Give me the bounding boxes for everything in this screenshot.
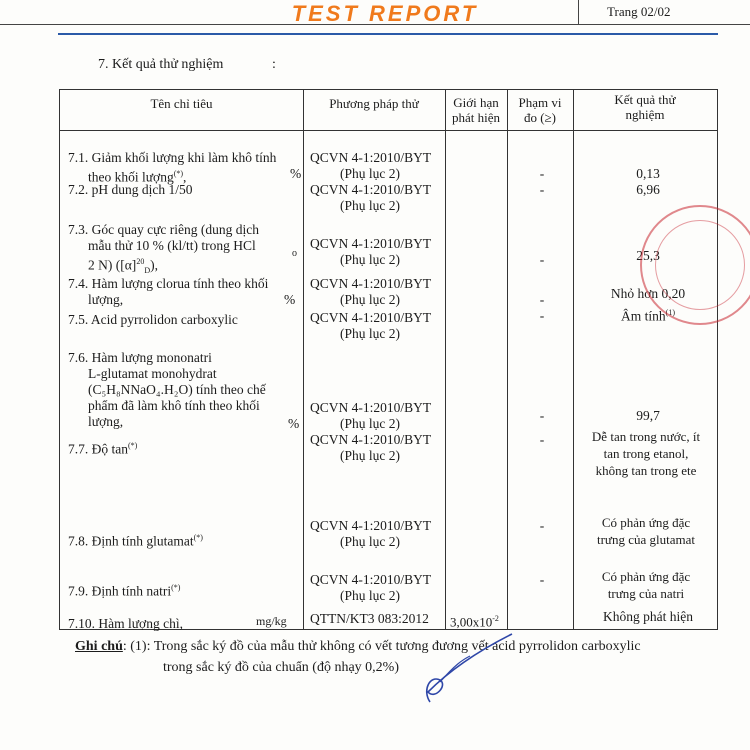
row-7-3-name: [68, 222, 298, 279]
col-header-name: Tên chỉ tiêu: [150, 96, 213, 111]
row-7-4-method-l2: (Phụ lục 2): [340, 292, 400, 307]
col-header-range: [507, 95, 573, 125]
row-7-1-method: [310, 150, 450, 182]
row-7-3-result: 25,3: [636, 248, 660, 263]
row-7-9-range: -: [539, 572, 545, 587]
row-7-2-method-l1: QCVN 4-1:2010/BYT: [310, 182, 432, 197]
row-7-5-name: 7.5. Acid pyrrolidon carboxylic: [68, 312, 238, 327]
row-7-8-method-l1: QCVN 4-1:2010/BYT: [310, 518, 432, 533]
footnote-label: Ghi chú: [75, 639, 123, 654]
row-7-4-method: [310, 276, 450, 308]
row-7-1-method-l2: (Phụ lục 2): [340, 166, 400, 181]
row-7-6-result: 99,7: [636, 408, 660, 423]
row-7-6-name-l2: L-glutamat monohydrat: [88, 366, 217, 381]
row-7-2-method: [310, 182, 450, 214]
row-7-8-note-mark: (*): [193, 533, 203, 542]
row-7-6-method-l2: (Phụ lục 2): [340, 416, 400, 431]
col-header-limit: [445, 95, 507, 125]
row-7-2-result: 6,96: [636, 182, 660, 197]
row-7-9-name-text: 7.9. Định tính natri: [68, 583, 172, 599]
row-7-2-range: -: [539, 182, 545, 197]
row-7-10-result: Không phát hiện: [603, 609, 693, 624]
row-7-8-method: [310, 518, 450, 550]
row-7-9-result: Có phản ứng đặc trưng của natri: [601, 569, 691, 601]
row-7-4-name-l1: 7.4. Hàm lượng clorua tính theo khối: [68, 276, 269, 291]
col-header-limit-l2: phát hiện: [451, 110, 500, 125]
row-7-7-method: [310, 432, 450, 464]
row-7-5-method-l1: QCVN 4-1:2010/BYT: [310, 310, 432, 325]
red-seal-inner-ring: [655, 220, 745, 310]
row-7-10-limit: [450, 611, 499, 630]
row-7-1-note-mark: (*): [173, 169, 184, 178]
row-7-1-name-l2-tail: ,: [183, 169, 187, 185]
row-7-2-name: 7.2. pH dung dịch 1/50: [68, 182, 193, 197]
report-title: TEST REPORT: [291, 1, 479, 26]
row-7-7-note-mark: (*): [128, 441, 138, 450]
row-7-10-method: QTTN/KT3 083:2012: [310, 611, 429, 626]
col-divider: [303, 90, 304, 629]
row-7-8-result: Có phản ứng đặc trưng của glutamat: [596, 515, 695, 547]
row-7-9-method: [310, 572, 450, 604]
row-7-1-method-l1: QCVN 4-1:2010/BYT: [310, 150, 432, 165]
signature-icon: [400, 630, 520, 710]
row-7-5-result-text: Âm tính: [621, 308, 666, 324]
row-7-6-method: [310, 400, 450, 432]
row-7-10-limit-base: 3,00x10: [450, 614, 493, 630]
row-7-8-name-text: 7.8. Định tính glutamat: [68, 533, 194, 549]
col-header-result: [573, 92, 717, 122]
row-7-1-result: 0,13: [636, 166, 660, 181]
row-7-8-range: -: [539, 518, 545, 533]
row-7-10-limit-exp: -2: [492, 614, 499, 623]
row-7-1-name: [68, 150, 298, 186]
row-7-5-range: -: [539, 308, 545, 323]
row-7-7-name: [68, 438, 298, 458]
row-7-4-name-l2: lượng,: [88, 292, 124, 307]
header-rule: [58, 33, 718, 35]
row-7-8-name: [68, 530, 298, 550]
row-7-3-sub: D: [144, 266, 151, 276]
footnote-line2: trong sắc ký đồ của chuẩn (độ nhạy 0,2%): [163, 660, 399, 675]
footnote-line1: : (1): Trong sắc ký đồ của mẫu thử không có vết tương đương vết acid pyrrolidon carboxylic: [122, 639, 641, 654]
col-header-result-l2: nghiệm: [625, 107, 665, 122]
col-divider: [507, 90, 508, 629]
row-7-3-name-l1: 7.3. Góc quay cực riêng (dung dịch: [68, 222, 260, 237]
row-7-3-method-l1: QCVN 4-1:2010/BYT: [310, 236, 432, 251]
row-7-3-unit: o: [292, 248, 297, 259]
section-title: 7. Kết quả thử nghiệm: [98, 57, 224, 72]
row-7-3-method: [310, 236, 450, 268]
row-7-9-method-l2: (Phụ lục 2): [340, 588, 400, 603]
row-7-4-method-l1: QCVN 4-1:2010/BYT: [310, 276, 432, 291]
results-table: [59, 89, 718, 630]
col-divider: [573, 90, 574, 629]
row-7-1-name-l2-text: theo khối lượng: [88, 169, 174, 185]
row-7-7-range: -: [539, 432, 545, 447]
row-7-6-unit: %: [288, 416, 300, 431]
footnote: [75, 638, 641, 656]
row-7-5-result-note: (1): [665, 308, 675, 317]
row-7-9-method-l1: QCVN 4-1:2010/BYT: [310, 572, 432, 587]
row-7-5-method: [310, 310, 450, 342]
row-7-6-name-l4: phẩm đã làm khô tính theo khối: [88, 398, 260, 413]
row-7-3-range: -: [539, 252, 545, 267]
row-7-6-method-l1: QCVN 4-1:2010/BYT: [310, 400, 432, 415]
row-7-3-name-l3-text: 2 N) ([α]: [88, 257, 137, 273]
row-7-8-method-l2: (Phụ lục 2): [340, 534, 400, 549]
col-header-method: Phương pháp thử: [329, 96, 419, 111]
row-7-6-name-l3: (C₅H₈NNaO₄.H₂O) tính theo chế: [88, 382, 266, 397]
row-7-1-range: -: [539, 166, 545, 181]
row-7-6-name-l5: lượng,: [88, 414, 124, 429]
row-7-9-note-mark: (*): [171, 583, 181, 592]
header-divider: [60, 130, 717, 131]
row-7-1-unit: %: [290, 166, 302, 181]
row-7-6-range: -: [539, 408, 545, 423]
row-7-2-method-l2: (Phụ lục 2): [340, 198, 400, 213]
row-7-1-name-l1: 7.1. Giảm khối lượng khi làm khô tính: [68, 150, 277, 165]
row-7-10-unit: mg/kg: [256, 614, 287, 628]
page-number: Trang 02/02: [578, 0, 718, 24]
row-7-3-method-l2: (Phụ lục 2): [340, 252, 400, 267]
col-header-result-l1: Kết quả thử: [614, 92, 676, 107]
row-7-3-name-l2: mẫu thử 10 % (kl/tt) trong HCl: [88, 238, 256, 253]
row-7-3-name-l3-tail: ),: [150, 257, 158, 273]
row-7-7-result: Dễ tan trong nước, ít tan trong etanol, không tan trong ete: [591, 429, 701, 478]
row-7-4-range: -: [539, 292, 545, 307]
section-colon: :: [272, 57, 276, 72]
col-header-limit-l1: Giới hạn: [453, 95, 499, 110]
col-header-range-l1: Phạm vi: [518, 95, 562, 110]
row-7-4-result: Nhỏ hơn 0,20: [610, 286, 686, 301]
row-7-3-sup: 20: [136, 257, 145, 266]
row-7-4-name: [68, 276, 298, 308]
row-7-9-name: [68, 580, 298, 600]
col-header-range-l2: đo (≥): [523, 110, 557, 125]
row-7-10-name: 7.10. Hàm lượng chì,: [68, 616, 183, 631]
row-7-7-method-l2: (Phụ lục 2): [340, 448, 400, 463]
row-7-4-unit: %: [284, 292, 296, 307]
row-7-7-method-l1: QCVN 4-1:2010/BYT: [310, 432, 432, 447]
row-7-5-method-l2: (Phụ lục 2): [340, 326, 400, 341]
row-7-6-name: [68, 350, 298, 430]
row-7-6-name-l1: 7.6. Hàm lượng mononatri: [68, 350, 212, 365]
row-7-7-name-text: 7.7. Độ tan: [68, 441, 128, 457]
